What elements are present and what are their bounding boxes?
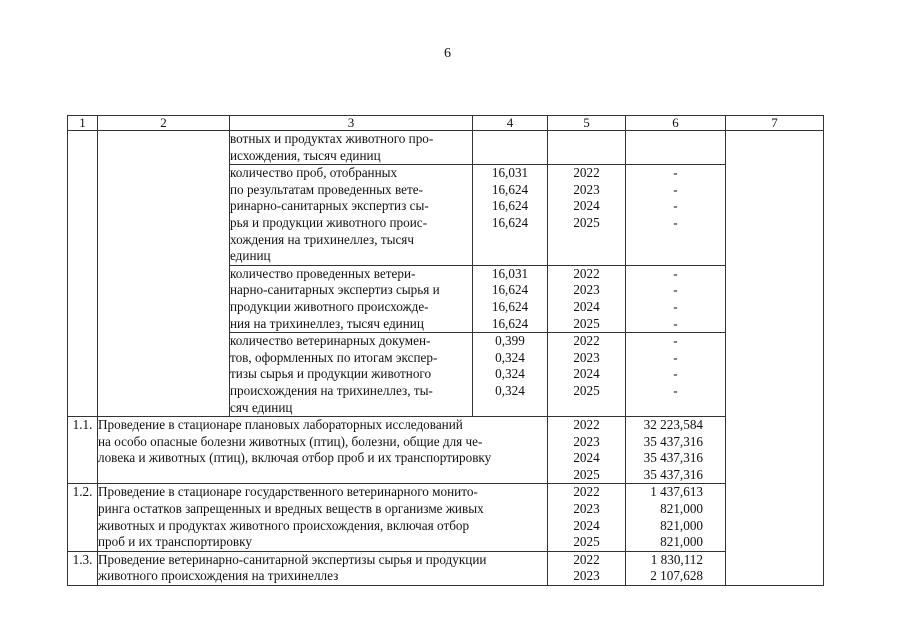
indicator-years	[548, 165, 626, 266]
activity-description	[98, 484, 548, 551]
finance-cell: -	[673, 382, 678, 398]
finance-cell: -	[673, 181, 678, 197]
finance-cell: -	[673, 282, 678, 298]
text-line: нарно-санитарных экспертиз сырья и	[230, 282, 440, 298]
empty-cell	[98, 131, 230, 417]
text-line: исхождения, тысяч единиц	[230, 147, 381, 163]
year-cell: 2024	[573, 517, 600, 533]
finance-cell: -	[673, 265, 678, 281]
text-line: хождения на трихинеллез, тысяч	[230, 231, 415, 247]
activity-row	[68, 417, 824, 484]
finance-cell: -	[673, 333, 678, 349]
text-line: Проведение ветеринарно-санитарной экспертизы сырья и продукции	[98, 551, 487, 567]
text-line: сяч единиц	[230, 399, 293, 415]
year-cell: 2022	[573, 417, 600, 433]
finance-cell: -	[673, 366, 678, 382]
value-cell: 16,624	[491, 181, 529, 197]
finance-cell: 1 437,613	[650, 484, 703, 500]
finance-cell: -	[673, 165, 678, 181]
text-line: по результатам проведенных вете-	[230, 181, 423, 197]
year-cell: 2023	[573, 181, 600, 197]
indicator-finance	[626, 333, 726, 417]
value-cell: 0,324	[495, 349, 525, 365]
text-line: ринга остатков запрещенных и вредных веществ в организме живых	[98, 501, 484, 517]
header-cell: 6	[626, 116, 726, 131]
value-cell: 0,399	[495, 333, 525, 349]
empty-cell	[626, 131, 726, 165]
finance-cell: -	[673, 298, 678, 314]
activity-years	[548, 551, 626, 585]
indicator-text	[230, 131, 473, 165]
year-cell: 2024	[573, 198, 600, 214]
year-cell: 2023	[573, 501, 600, 517]
indicator-years	[548, 265, 626, 332]
year-cell: 2025	[573, 534, 600, 550]
program-table	[67, 115, 824, 586]
activity-number: 1.1.	[68, 417, 98, 484]
finance-cell: 35 437,316	[643, 433, 703, 449]
indicator-finance	[626, 265, 726, 332]
activity-finance	[626, 551, 726, 585]
finance-cell: 821,000	[660, 517, 703, 533]
finance-cell: 35 437,316	[643, 450, 703, 466]
year-cell: 2025	[573, 466, 600, 482]
finance-cell: 1 830,112	[650, 551, 703, 567]
text-line: количество проб, отобранных	[230, 165, 398, 181]
page-number: 6	[444, 46, 451, 61]
value-cell: 16,624	[491, 198, 529, 214]
year-cell: 2023	[573, 349, 600, 365]
empty-cell	[726, 417, 824, 586]
finance-cell: -	[673, 315, 678, 331]
continuation-row	[68, 131, 824, 165]
activity-row	[68, 551, 824, 585]
text-line: ринарно-санитарных экспертиз сы-	[230, 198, 429, 214]
year-cell: 2022	[573, 551, 600, 567]
header-cell: 4	[473, 116, 548, 131]
finance-cell: -	[673, 349, 678, 365]
text-line: Проведение в стационаре плановых лабораторных исследований	[98, 417, 463, 433]
text-line: тизы сырья и продукции животного	[230, 366, 432, 382]
year-cell: 2023	[573, 568, 600, 584]
header-cell: 7	[726, 116, 824, 131]
text-line: тов, оформленных по итогам экспер-	[230, 349, 438, 365]
activity-finance	[626, 417, 726, 484]
text-line: ловека и животных (птиц), включая отбор проб и их транспортировку	[98, 450, 492, 466]
activity-finance	[626, 484, 726, 551]
text-line: вотных и продуктах животного про-	[230, 131, 434, 146]
year-cell: 2025	[573, 315, 600, 331]
empty-cell	[726, 131, 824, 417]
finance-cell: 821,000	[660, 534, 703, 550]
indicator-values	[473, 333, 548, 417]
finance-cell: 2 107,628	[650, 568, 703, 584]
indicator-values	[473, 165, 548, 266]
text-line: продукции животного происхожде-	[230, 298, 429, 314]
text-line: на особо опасные болезни животных (птиц), болезни, общие для че-	[98, 433, 483, 449]
year-cell: 2022	[573, 265, 600, 281]
activity-number: 1.3.	[68, 551, 98, 585]
text-line: ния на трихинеллез, тысяч единиц	[230, 315, 424, 331]
value-cell: 16,031	[491, 265, 529, 281]
activity-years	[548, 417, 626, 484]
value-cell: 16,031	[491, 165, 529, 181]
year-cell: 2024	[573, 450, 600, 466]
text-line: проб и их транспортировку	[98, 534, 252, 550]
empty-cell	[548, 131, 626, 165]
text-line: Проведение в стационаре государственного ветеринарного монито-	[98, 484, 478, 500]
activity-row	[68, 484, 824, 551]
empty-cell	[473, 131, 548, 165]
finance-cell: 35 437,316	[643, 466, 703, 482]
header-cell: 1	[68, 116, 98, 131]
value-cell: 16,624	[491, 214, 529, 230]
activity-number: 1.2.	[68, 484, 98, 551]
indicator-text	[230, 333, 473, 417]
year-cell: 2022	[573, 484, 600, 500]
header-cell: 3	[230, 116, 473, 131]
value-cell: 16,624	[491, 315, 529, 331]
text-line: происхождения на трихинеллез, ты-	[230, 382, 433, 398]
value-cell: 0,324	[495, 366, 525, 382]
finance-cell: -	[673, 214, 678, 230]
finance-cell: 32 223,584	[643, 417, 703, 433]
indicator-finance	[626, 165, 726, 266]
finance-cell: -	[673, 198, 678, 214]
activity-years	[548, 484, 626, 551]
activity-description	[98, 417, 548, 484]
header-cell: 5	[548, 116, 626, 131]
text-line: единиц	[230, 248, 271, 264]
text-line: животного происхождения на трихинеллез	[98, 568, 339, 584]
year-cell: 2025	[573, 214, 600, 230]
year-cell: 2022	[573, 165, 600, 181]
text-line: количество проведенных ветери-	[230, 265, 416, 281]
empty-cell	[68, 131, 98, 417]
header-row	[68, 116, 824, 131]
text-line: количество ветеринарных докумен-	[230, 333, 431, 349]
indicator-years	[548, 333, 626, 417]
year-cell: 2024	[573, 298, 600, 314]
finance-cell: 821,000	[660, 501, 703, 517]
header-cell: 2	[98, 116, 230, 131]
year-cell: 2024	[573, 366, 600, 382]
indicator-text	[230, 165, 473, 266]
text-line: животных и продуктах животного происхождения, включая отбор	[98, 517, 470, 533]
year-cell: 2025	[573, 382, 600, 398]
value-cell: 0,324	[495, 382, 525, 398]
activity-description	[98, 551, 548, 585]
value-cell: 16,624	[491, 282, 529, 298]
value-cell: 16,624	[491, 298, 529, 314]
indicator-text	[230, 265, 473, 332]
year-cell: 2023	[573, 282, 600, 298]
year-cell: 2022	[573, 333, 600, 349]
indicator-values	[473, 265, 548, 332]
text-line: рья и продукции животного проис-	[230, 214, 428, 230]
year-cell: 2023	[573, 433, 600, 449]
